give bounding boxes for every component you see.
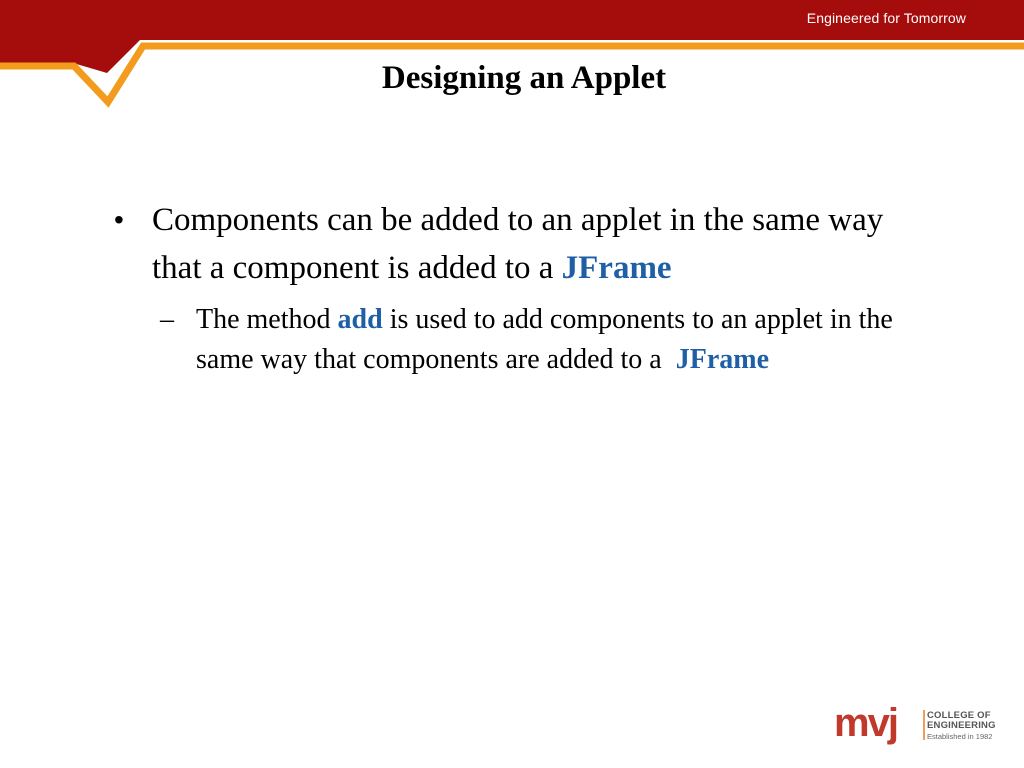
logo-text-block bbox=[927, 711, 996, 742]
sub-bullet-emphasis-jframe: JFrame bbox=[675, 344, 770, 375]
bullet-dot-icon: • bbox=[114, 204, 124, 235]
sub-bullet-middle: is used to add components to an applet in the same way that components are added to a bbox=[196, 304, 900, 375]
logo-mark: mvj bbox=[834, 701, 897, 745]
sub-bullet-prefix: The method bbox=[196, 304, 338, 335]
slide-content bbox=[112, 196, 932, 380]
sub-bullet-keyword-add: add bbox=[337, 304, 383, 335]
header-tagline: Engineered for Tomorrow bbox=[806, 10, 966, 26]
bullet-item bbox=[112, 196, 932, 292]
bullet-text: Components can be added to an applet in the same way that a component is added to a bbox=[152, 202, 884, 286]
bullet-emphasis-jframe: JFrame bbox=[561, 250, 672, 286]
logo-line-engineering: ENGINEERING bbox=[927, 720, 996, 731]
logo-line-college: COLLEGE OF bbox=[927, 710, 991, 721]
logo-established: Established in 1982 bbox=[927, 732, 993, 741]
page-title: Designing an Applet bbox=[381, 60, 667, 96]
dash-bullet-icon: – bbox=[160, 304, 174, 335]
sub-bullet-item bbox=[160, 300, 924, 380]
